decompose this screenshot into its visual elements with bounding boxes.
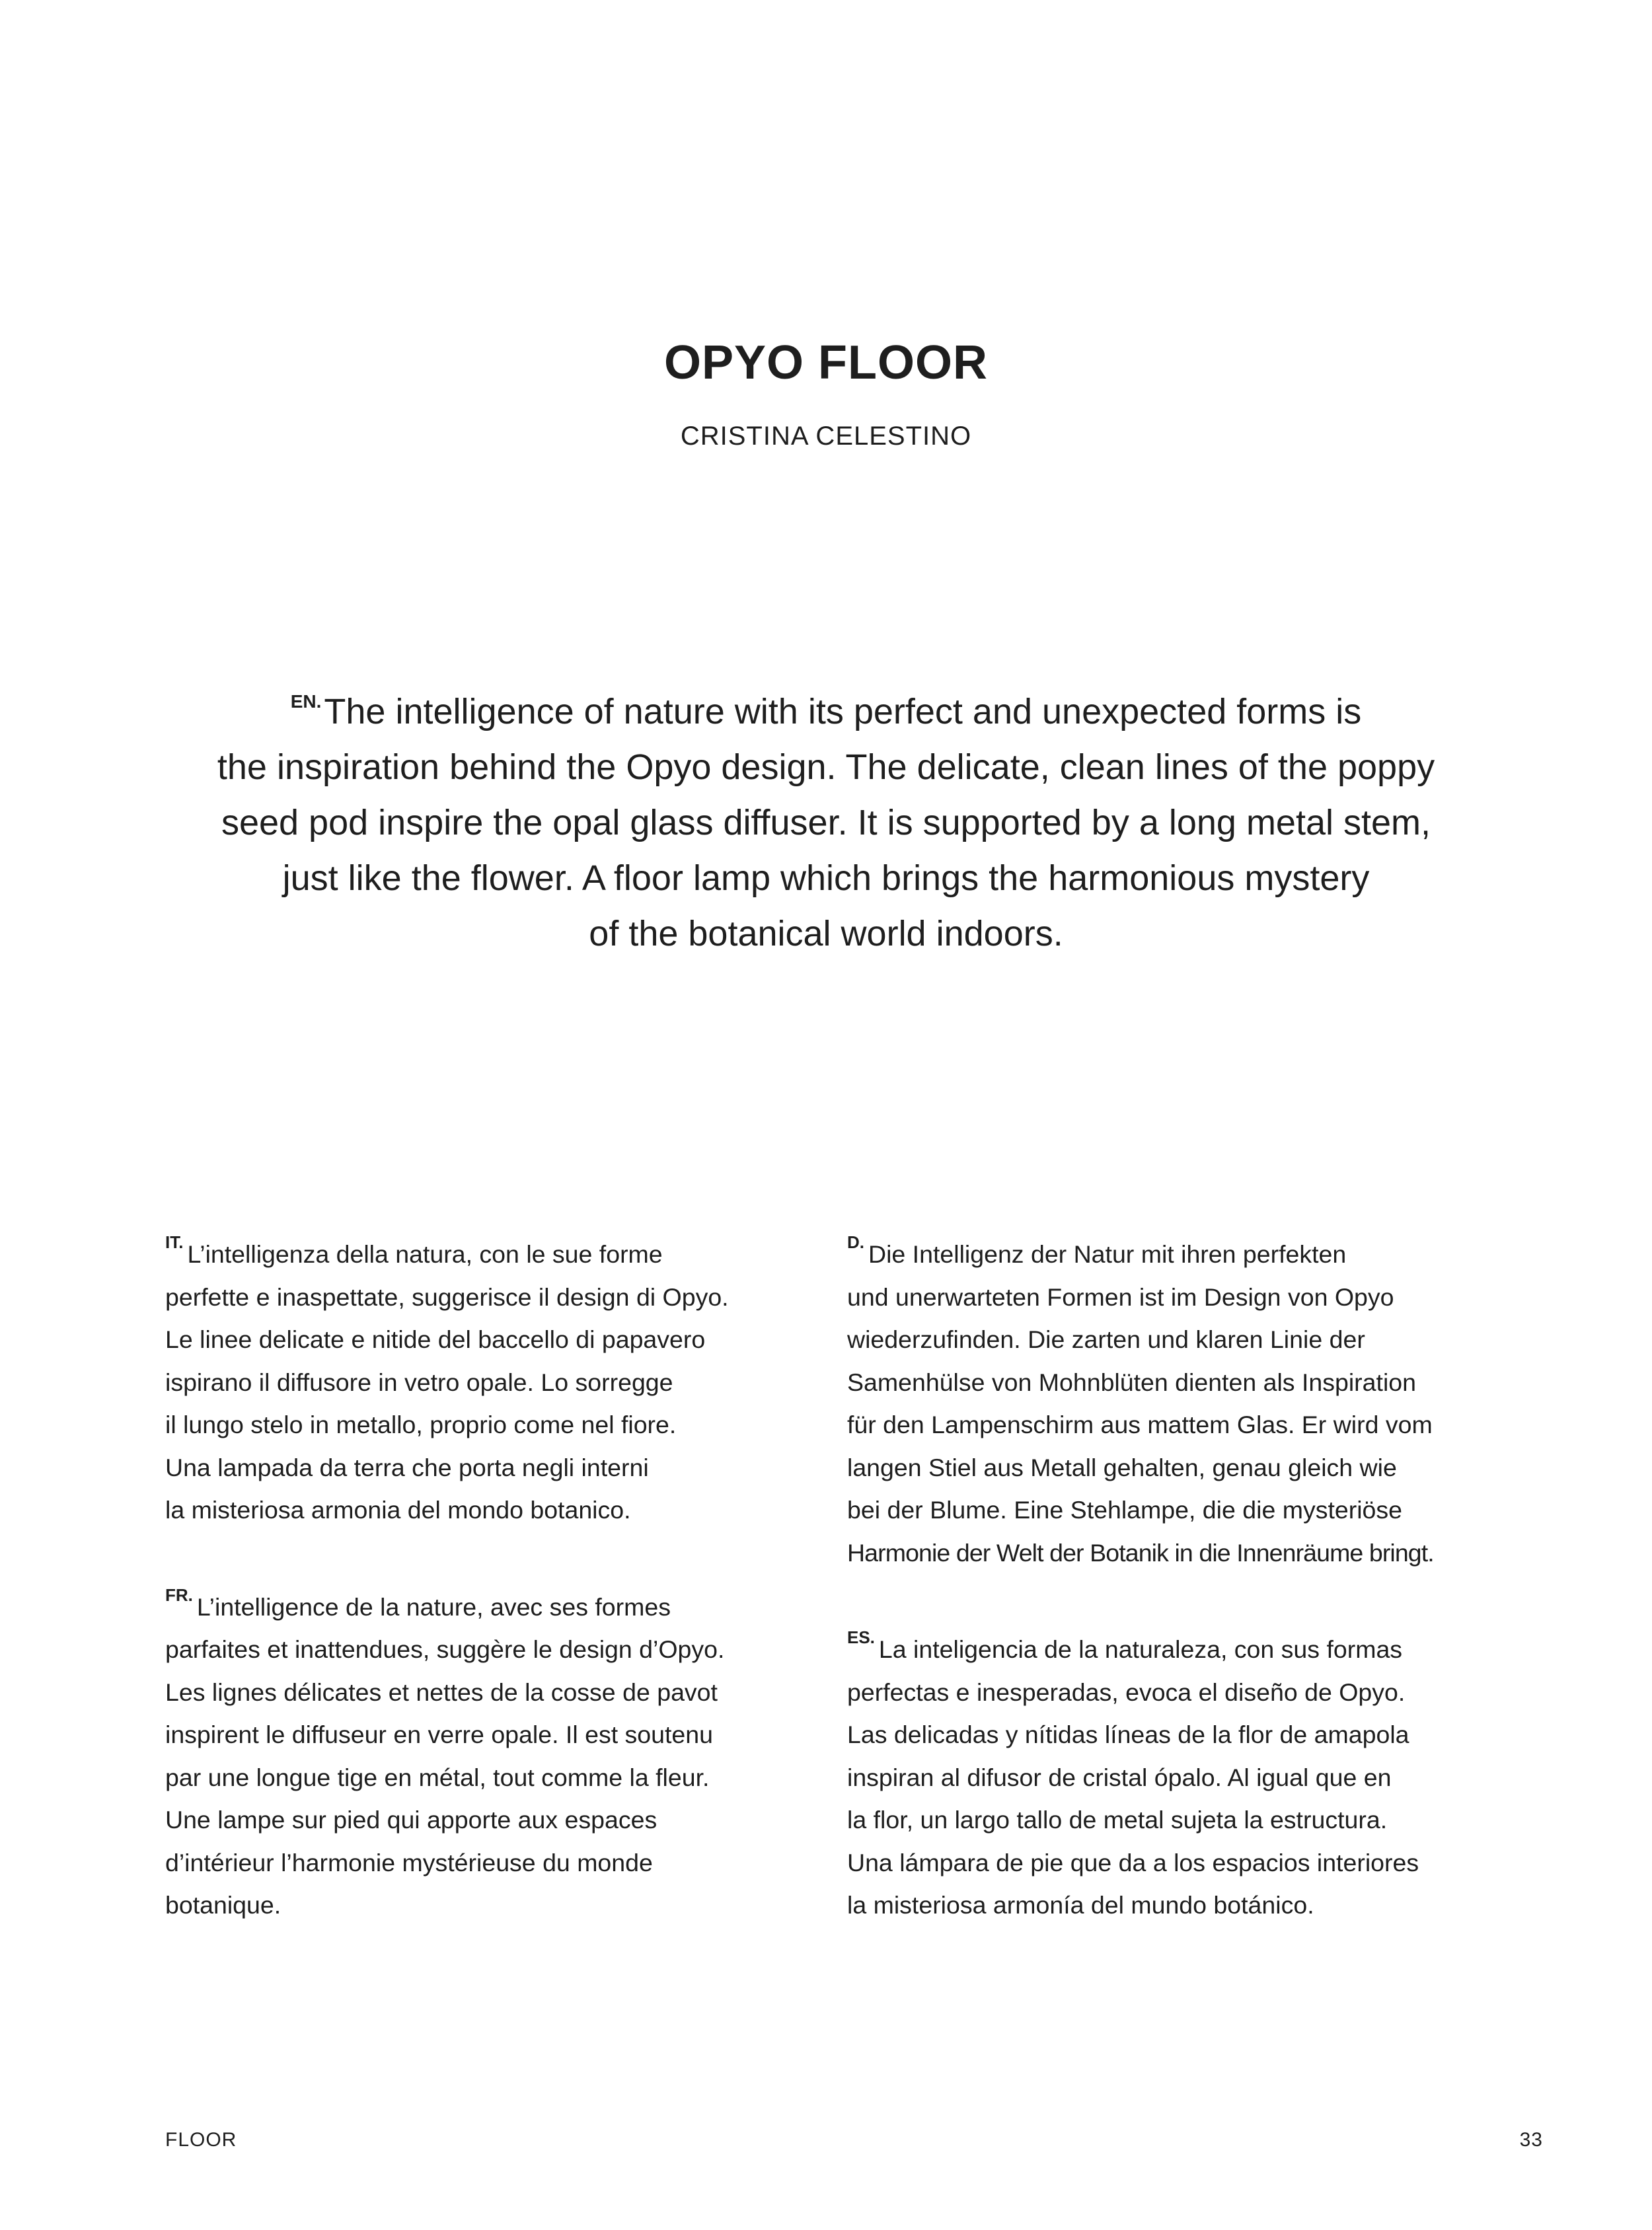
paragraph-es <box>847 1616 1508 1927</box>
text-line: Harmonie der Welt der Botanik in die Innenräume bringt. <box>847 1538 1434 1567</box>
text-line: inspirent le diffuseur en verre opale. Il est soutenu <box>165 1721 713 1748</box>
designer-name: CRISTINA CELESTINO <box>680 422 972 451</box>
lead-line: the inspiration behind the Opyo design. The delicate, clean lines of the poppy <box>217 747 1435 787</box>
text-column-right <box>847 1221 1508 1927</box>
text-line: bei der Blume. Eine Stehlampe, die die mysteriöse <box>847 1496 1403 1524</box>
text-column-left <box>165 1221 826 1927</box>
text-line: Une lampe sur pied qui apporte aux espaces <box>165 1806 657 1834</box>
lead-line: just like the flower. A floor lamp which brings the harmonious mystery <box>282 858 1370 898</box>
lead-line: of the botanical world indoors. <box>589 914 1063 953</box>
text-line-content: Die Intelligenz der Natur mit ihren perfekten <box>868 1240 1347 1268</box>
text-line-content: La inteligencia de la naturaleza, con sus formas <box>878 1635 1403 1663</box>
text-line <box>847 1616 1508 1671</box>
text-line <box>847 1221 1508 1276</box>
text-line: perfette e inaspettate, suggerisce il design di Opyo. <box>165 1282 729 1311</box>
language-tag-it: IT. <box>165 1232 184 1252</box>
text-line: für den Lampenschirm aus mattem Glas. Er wird vom <box>847 1411 1433 1438</box>
text-line: la misteriosa armonia del mondo botanico. <box>165 1496 631 1524</box>
lead-line: seed pod inspire the opal glass diffuser. It is supported by a long metal stem, <box>221 803 1431 842</box>
text-line: Samenhülse von Mohnblüten dienten als Inspiration <box>847 1368 1416 1396</box>
paragraph-fr <box>165 1574 826 1927</box>
page-title: OPYO FLOOR <box>663 336 989 389</box>
text-line: Una lámpara de pie que da a los espacios interiores <box>847 1848 1419 1877</box>
text-line: langen Stiel aus Metall gehalten, genau gleich wie <box>847 1453 1397 1481</box>
language-tag-de: D. <box>847 1232 864 1252</box>
text-line: Les lignes délicates et nettes de la cosse de pavot <box>165 1678 718 1706</box>
text-line <box>165 1574 826 1629</box>
text-line: il lungo stelo in metallo, proprio come nel fiore. <box>165 1411 677 1438</box>
text-line-content: L’intelligenza della natura, con le sue forme <box>187 1240 663 1268</box>
text-line: Una lampada da terra che porta negli interni <box>165 1453 649 1481</box>
text-line: par une longue tige en métal, tout comme la fleur. <box>165 1763 710 1791</box>
text-line: wiederzufinden. Die zarten und klaren Linie der <box>847 1325 1365 1353</box>
footer-section-label: FLOOR <box>165 2129 237 2151</box>
text-line: la flor, un largo tallo de metal sujeta la estructura. <box>847 1806 1388 1834</box>
page-number: 33 <box>1519 2129 1543 2151</box>
text-line: Las delicadas y nítidas líneas de la flor de amapola <box>847 1721 1409 1748</box>
text-line: la misteriosa armonía del mundo botánico. <box>847 1891 1314 1919</box>
language-tag-es: ES. <box>847 1627 875 1647</box>
text-line: Le linee delicate e nitide del baccello di papavero <box>165 1325 706 1353</box>
text-line: ispirano il diffusore in vetro opale. Lo sorregge <box>165 1368 673 1396</box>
paragraph-it <box>165 1221 826 1532</box>
text-line: inspiran al difusor de cristal ópalo. Al igual que en <box>847 1763 1392 1791</box>
text-line: und unerwarteten Formen ist im Design von Opyo <box>847 1282 1394 1311</box>
paragraph-de <box>847 1221 1508 1574</box>
lead-line <box>145 674 1507 739</box>
text-line: perfectas e inesperadas, evoca el diseño de Opyo. <box>847 1678 1406 1706</box>
text-line-content: L’intelligence de la nature, avec ses formes <box>196 1592 671 1621</box>
text-line: botanique. <box>165 1891 282 1919</box>
text-line: parfaites et inattendues, suggère le design d’Opyo. <box>165 1635 725 1663</box>
lead-paragraph-en <box>145 674 1507 961</box>
text-line <box>165 1221 826 1276</box>
language-tag-en: EN. <box>290 691 322 712</box>
language-tag-fr: FR. <box>165 1584 193 1605</box>
lead-line-text: The intelligence of nature with its perfect and unexpected forms is <box>324 692 1362 731</box>
text-line: d’intérieur l’harmonie mystérieuse du monde <box>165 1848 653 1877</box>
